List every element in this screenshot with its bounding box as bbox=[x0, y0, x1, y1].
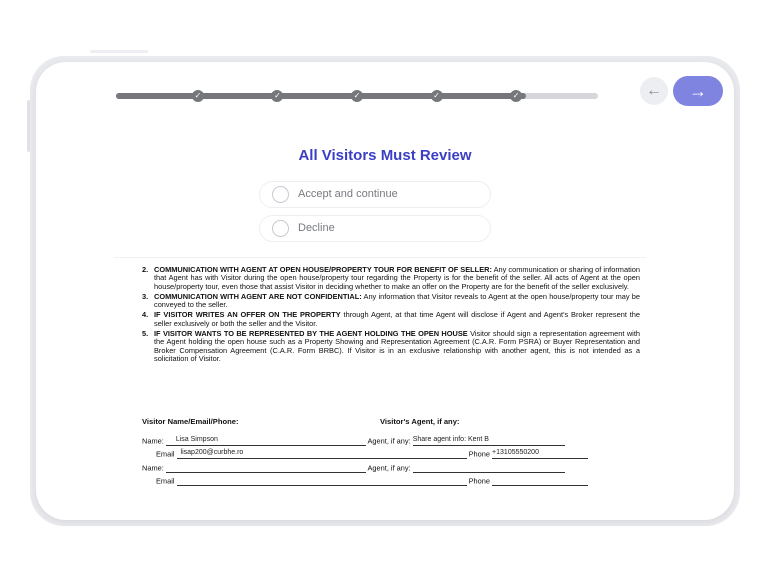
email-label: Email bbox=[156, 476, 175, 486]
list-item bbox=[142, 311, 640, 328]
device-side-button bbox=[27, 100, 30, 152]
check-icon: ✓ bbox=[512, 91, 520, 100]
item-body: through Agent, at that time Agent will disclose if Agent and Agent's Broker represent the seller exclusively or both the seller and the Visitor. bbox=[154, 310, 640, 328]
item-number: 2. bbox=[142, 265, 149, 274]
arrow-right-icon: → bbox=[689, 80, 707, 101]
visitor-heading: Visitor Name/Email/Phone: bbox=[142, 417, 239, 426]
check-icon: ✓ bbox=[433, 91, 440, 100]
option-label: Accept and continue bbox=[298, 188, 398, 200]
device-top-button bbox=[90, 50, 148, 53]
phone-value: +13105550200 bbox=[492, 448, 539, 456]
item-body: Any communication or sharing of information that Agent has with Visitor during the open house/property tour regarding the Property is for the benefit of the seller. All acts of Agent at the open house/property tour, even those that assist Visitor in deciding whether to make an offer on the Property are for the benefit of the seller exclusively. bbox=[154, 265, 640, 291]
phone-label: Phone bbox=[468, 476, 490, 486]
item-number: 3. bbox=[142, 291, 149, 301]
item-body: Visitor should sign a representation agreement with the Agent holding the open house such as a Property Showing and Representation Agreement (C.A.R. Form PSRA) or Buyer Representation and Broker Compensation Agreement (C.A.R. Form BRBC). If Visitor is in an exclusive relationship with another agent, this is not intended as a solicitation of Visitor. bbox=[154, 329, 640, 363]
radio-icon[interactable] bbox=[272, 186, 289, 203]
next-button[interactable] bbox=[673, 76, 723, 106]
item-number: 4. bbox=[142, 310, 149, 320]
phone-field[interactable] bbox=[492, 449, 588, 459]
agent-field[interactable] bbox=[413, 436, 565, 446]
progress-step-2 bbox=[271, 90, 283, 102]
visitor-email-row bbox=[156, 449, 588, 459]
item-text bbox=[154, 311, 640, 328]
document-list bbox=[142, 266, 640, 365]
list-item bbox=[142, 330, 640, 363]
list-item bbox=[142, 293, 640, 310]
agent-value: Share agent info: Kent B bbox=[412, 435, 489, 443]
name-field[interactable] bbox=[166, 463, 366, 473]
item-title: COMMUNICATION WITH AGENT ARE NOT CONFIDENTIAL: bbox=[154, 291, 362, 301]
email-field[interactable] bbox=[177, 449, 467, 459]
item-title: COMMUNICATION WITH AGENT AT OPEN HOUSE/PROPERTY TOUR FOR BENEFIT OF SELLER: bbox=[154, 265, 492, 274]
item-text bbox=[154, 266, 640, 291]
item-text bbox=[154, 330, 640, 363]
email-label: Email bbox=[156, 449, 175, 459]
check-icon: ✓ bbox=[194, 91, 202, 100]
name-field[interactable] bbox=[166, 436, 366, 446]
option-label: Decline bbox=[298, 222, 335, 234]
name-value: Lisa Simpson bbox=[175, 435, 218, 443]
progress-fill bbox=[116, 93, 526, 99]
progress-bar bbox=[116, 93, 598, 99]
progress-step-5 bbox=[510, 90, 522, 102]
item-number: 5. bbox=[142, 329, 149, 339]
progress-step-3 bbox=[351, 90, 363, 102]
back-button[interactable] bbox=[640, 77, 668, 105]
document-viewer[interactable] bbox=[114, 257, 646, 508]
progress-step-1 bbox=[192, 90, 204, 102]
list-item bbox=[142, 266, 640, 291]
arrow-left-icon: ← bbox=[646, 82, 662, 99]
name-label: Name: bbox=[142, 436, 164, 446]
page-title: All Visitors Must Review bbox=[298, 147, 472, 164]
visitor-name-row bbox=[142, 436, 565, 446]
accept-option[interactable] bbox=[259, 181, 491, 208]
radio-icon[interactable] bbox=[272, 220, 289, 237]
visitor-email-row bbox=[156, 476, 588, 486]
check-icon: ✓ bbox=[274, 91, 281, 100]
agent-heading: Visitor's Agent, if any: bbox=[380, 417, 460, 426]
tablet-screen bbox=[36, 62, 734, 520]
agent-label: Agent, if any: bbox=[367, 463, 411, 473]
item-title: IF VISITOR WRITES AN OFFER ON THE PROPERTY bbox=[154, 310, 341, 320]
item-text bbox=[154, 293, 640, 310]
item-title: IF VISITOR WANTS TO BE REPRESENTED BY THE AGENT HOLDING THE OPEN HOUSE bbox=[154, 329, 468, 339]
item-body: Any information that Visitor reveals to Agent at the open house/property tour may be conveyed to the seller. bbox=[154, 291, 640, 310]
name-label: Name: bbox=[142, 463, 164, 473]
decline-option[interactable] bbox=[259, 215, 491, 242]
agent-field[interactable] bbox=[413, 463, 565, 473]
phone-field[interactable] bbox=[492, 476, 588, 486]
visitor-name-row bbox=[142, 463, 565, 473]
email-field[interactable] bbox=[177, 476, 467, 486]
check-icon: ✓ bbox=[353, 91, 361, 100]
agent-label: Agent, if any: bbox=[367, 436, 411, 446]
progress-step-4 bbox=[431, 90, 443, 102]
phone-label: Phone bbox=[468, 449, 490, 459]
email-value: lisap200@curbhe.ro bbox=[180, 448, 244, 456]
